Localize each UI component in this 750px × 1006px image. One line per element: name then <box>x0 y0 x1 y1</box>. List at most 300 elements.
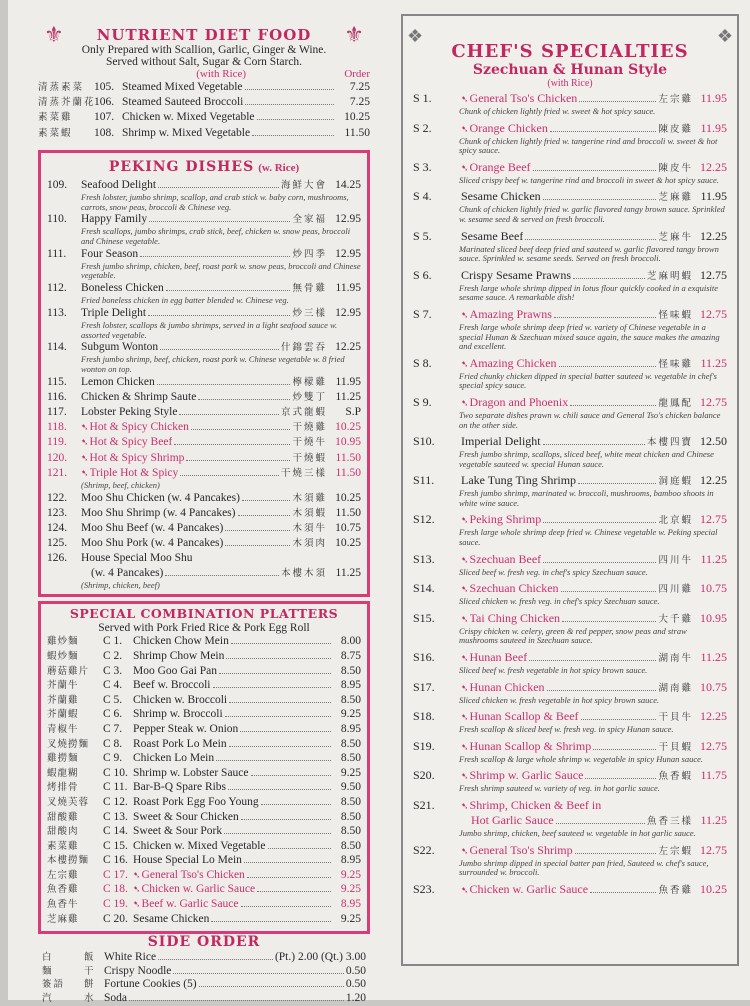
side-item <box>42 965 366 979</box>
dot-leader <box>242 492 291 501</box>
item-row <box>413 611 727 627</box>
nutrient-list <box>38 80 370 141</box>
chili-pepper-icon: ➷ <box>461 584 469 595</box>
item-code: C 15. <box>103 839 128 852</box>
menu-item <box>47 281 361 306</box>
combo-section <box>38 601 370 934</box>
item-price: (Pt.) 2.00 (Qt.) 3.00 <box>274 951 366 964</box>
item-name: Sweet & Sour Chicken <box>133 810 239 823</box>
item-price: 11.95 <box>335 375 361 388</box>
item-price: 12.50 <box>700 434 727 449</box>
item-number: 126. <box>47 552 68 565</box>
item-price: 10.25 <box>335 537 361 550</box>
item-desc: Fresh lobster, jumbo shrimp, scallop, and crab stick w. baby corn, mushrooms, carrots, snow peas, broccoli & Chinese veg. <box>81 192 349 212</box>
item-code: C 11. <box>103 781 128 794</box>
dot-leader <box>590 884 656 893</box>
item-number: S12. <box>413 512 435 527</box>
nutrient-line2: Served without Salt, Sugar & Corn Starch. <box>105 56 303 68</box>
item-number: 117. <box>47 405 67 418</box>
item-code: C 18. <box>103 883 128 896</box>
menu-item <box>47 536 361 551</box>
combo-item <box>47 781 361 796</box>
item-chinese: 干貝牛 <box>658 713 693 724</box>
item-name: General Tso's Chicken <box>141 868 245 881</box>
item-desc: Sliced chicken w. fresh vegetable in hot spicy brown sauce. <box>459 694 660 705</box>
item-name: Sweet & Sour Pork <box>133 825 223 838</box>
item-chinese: 魚香三樣 <box>646 817 693 827</box>
item-name: Triple Hot & Spicy <box>89 466 179 479</box>
item-row <box>413 268 727 284</box>
menu-item <box>47 306 361 340</box>
item-price: 12.25 <box>700 228 727 243</box>
item-chinese: 炒雙丁 <box>292 392 327 403</box>
item-price: 11.95 <box>700 189 727 204</box>
item-number: 113. <box>47 306 67 319</box>
item-number: S23. <box>413 881 435 896</box>
item-price: 10.95 <box>335 436 361 449</box>
item-chinese: 清蒸芥蘭花 <box>38 98 96 109</box>
item-chinese: 湖南牛 <box>658 654 693 665</box>
item-chinese: 素菜雞 <box>38 113 73 124</box>
item-code: C 14. <box>103 825 128 838</box>
item-desc: Crispy chicken w. celery, green & red pepper, snow peas and straw mushrooms sauteed in Szechuan sauce. <box>459 625 687 646</box>
item-number: 120. <box>47 451 68 464</box>
item-price: 10.95 <box>700 610 727 625</box>
item-price: 10.25 <box>344 111 370 124</box>
item-number: S 9. <box>413 394 432 409</box>
dot-leader <box>216 752 331 761</box>
item-name: Hot & Spicy Beef <box>89 436 173 449</box>
chili-pepper-icon: ➷ <box>133 869 141 880</box>
item-price: 8.50 <box>340 664 361 677</box>
item-name: Amazing Prawns <box>469 306 552 321</box>
chef-item <box>413 160 727 186</box>
item-desc: Fresh large whole shrimp deep fried w. variety of Chinese vegetable in a special Hunan & Szechuan mixed sauce again, the sauce makes the amazing and excellent. <box>459 321 720 352</box>
chef-with-rice: (with Rice) <box>547 78 593 89</box>
combo-item <box>47 840 361 855</box>
item-row <box>413 882 727 898</box>
side-title: SIDE ORDER <box>147 934 261 951</box>
item-price: 10.75 <box>700 581 727 596</box>
item-number: 115. <box>47 375 67 388</box>
dot-leader <box>238 507 291 516</box>
menu-item <box>38 95 370 110</box>
item-price: 8.50 <box>340 825 361 838</box>
item-code: C 16. <box>103 854 128 867</box>
item-chinese: 四川雞 <box>658 585 693 596</box>
item-price: 11.95 <box>700 120 727 135</box>
item-chinese: 龍鳳配 <box>658 398 693 409</box>
item-name: Beef w. Garlic Sauce <box>141 898 239 911</box>
dot-leader <box>578 475 656 484</box>
dot-leader <box>148 307 290 316</box>
item-chinese: 木須蝦 <box>292 508 327 519</box>
item-name: Chicken w. Garlic Sauce <box>141 883 256 896</box>
dot-leader <box>226 650 331 659</box>
dot-leader <box>180 467 279 476</box>
item-price: 0.50 <box>345 978 366 991</box>
item-chinese: 干貝蝦 <box>658 742 693 753</box>
chili-pepper-icon: ➷ <box>461 162 469 173</box>
item-chinese: 芥蘭雞 <box>47 695 79 706</box>
item-price: 10.25 <box>335 421 361 434</box>
dot-leader <box>579 93 656 102</box>
combo-item <box>47 767 361 782</box>
item-number: 109. <box>47 178 68 191</box>
item-number: 105. <box>94 81 115 93</box>
item-code: C 12. <box>103 795 128 808</box>
item-code: C 19. <box>103 898 128 911</box>
item-row <box>413 307 727 323</box>
item-chinese: 陳皮雞 <box>658 124 693 135</box>
item-row <box>47 247 361 262</box>
item-desc: Fresh scallops, jumbo shrimps, crab stick, beef, chicken w. snow peas, broccoli and Chinese vegetable. <box>81 226 351 246</box>
menu-item <box>47 506 361 521</box>
item-name: House Special Lo Mein <box>133 854 242 867</box>
chili-pepper-icon: ➷ <box>461 801 469 811</box>
dot-leader <box>241 811 331 820</box>
item-desc: Jumbo shrimp dipped in special batter pan fried, Sauteed w. chef's sauce, surrounded w. broccoli. <box>459 857 709 878</box>
item-price: 12.95 <box>335 247 361 260</box>
chili-pepper-icon: ➷ <box>81 437 89 448</box>
item-chinese: 湖南雞 <box>658 683 693 694</box>
item-desc: Fresh scallop & large whole shrimp w. vegetable in spicy Hunan sauce. <box>459 753 704 764</box>
item-price: 8.95 <box>340 854 361 867</box>
item-desc: Marinated sliced beef deep fried and sauteed w. garlic flavored tangy brown sauce. Sprinkled w. sesame seeds. Served on fresh broccoli. <box>459 243 719 264</box>
dot-leader <box>529 652 656 661</box>
item-price: 11.50 <box>335 451 361 464</box>
item-number: 118. <box>47 421 67 434</box>
item-name: Dragon and Phoenix <box>469 394 569 409</box>
item-row <box>413 121 727 137</box>
chili-pepper-icon: ➷ <box>461 613 469 624</box>
item-name: Soda <box>104 992 127 1005</box>
item-price: 11.75 <box>700 768 727 783</box>
item-name: Roast Pork Lo Mein <box>133 737 227 750</box>
combo-subtitle: Served with Pork Fried Rice & Pork Egg Roll <box>98 622 310 635</box>
item-price: 8.50 <box>340 839 361 852</box>
menu-sheet <box>8 0 750 1005</box>
combo-item <box>47 752 361 767</box>
chili-pepper-icon: ➷ <box>461 123 469 134</box>
combo-item <box>47 723 361 738</box>
item-chinese: 干燒雞 <box>292 423 327 434</box>
menu-item <box>47 491 361 506</box>
item-name-2: Hot Garlic Sauce <box>471 813 554 827</box>
chili-pepper-icon: ➷ <box>81 452 89 463</box>
item-code: C 13. <box>103 810 128 823</box>
item-code: C 10. <box>103 766 128 779</box>
item-chinese: 炒三樣 <box>292 308 327 319</box>
item-name: Beef w. Broccoli <box>133 679 211 692</box>
item-number: 108. <box>94 126 115 139</box>
dot-leader <box>186 452 290 461</box>
item-number: S20. <box>413 768 435 783</box>
chili-pepper-icon: ➷ <box>461 771 469 782</box>
item-name: Lobster Peking Style <box>81 405 178 418</box>
combo-item <box>47 635 361 650</box>
peking-section <box>38 150 370 598</box>
chef-item <box>413 552 727 578</box>
item-chinese: 素菜雞 <box>47 841 79 852</box>
dot-leader <box>224 825 331 834</box>
dot-leader <box>198 391 290 400</box>
dot-leader <box>245 81 334 90</box>
item-desc: Sliced beef w. fresh veg. in chef's spicy Szechuan sauce. <box>459 566 648 577</box>
item-desc: Fresh jumbo shrimp, chicken, beef, roast pork w. snow peas, broccoli and Chinese vegetable. <box>81 260 361 281</box>
item-name: Hot & Spicy Shrimp <box>89 451 185 464</box>
chef-item <box>413 680 727 706</box>
item-price: 8.00 <box>340 635 361 648</box>
item-chinese: 怪味蝦 <box>658 310 693 321</box>
item-chinese: 京式龍蝦 <box>280 407 327 418</box>
item-price: 12.95 <box>335 213 361 226</box>
dot-leader <box>575 845 657 854</box>
dot-leader <box>268 840 331 849</box>
item-price: 8.95 <box>340 722 361 735</box>
dot-leader <box>573 270 645 279</box>
item-row <box>47 212 361 227</box>
left-column <box>38 22 370 1006</box>
menu-item <box>47 451 361 466</box>
item-number: S22. <box>413 842 435 857</box>
item-row <box>413 512 727 528</box>
item-chinese: 烤排骨 <box>47 783 79 794</box>
menu-item <box>47 466 361 491</box>
item-chinese: 北京蝦 <box>658 516 693 527</box>
item-desc: Sliced crispy beef w. tangerine rind and broccoli in sweet & hot spicy sauce. <box>459 174 719 185</box>
item-row <box>47 390 361 405</box>
item-desc: (Shrimp, chicken, beef) <box>81 579 160 590</box>
chili-pepper-icon: ➷ <box>133 899 141 910</box>
item-desc: Jumbo shrimp, chicken, beef sauteed w. vegetable in hot garlic sauce. <box>459 828 696 838</box>
item-number: S 6. <box>413 267 432 282</box>
item-price: 7.25 <box>349 81 370 93</box>
corner-ornament-icon: ❖ <box>716 26 733 46</box>
chef-item <box>413 189 727 224</box>
item-chinese: 芥蘭牛 <box>47 681 79 692</box>
dot-leader <box>157 376 291 385</box>
item-name: Imperial Delight <box>461 434 541 449</box>
item-name: Moo Shu Pork (w. 4 Pancakes) <box>81 537 224 550</box>
item-desc: Sliced chicken w. fresh veg. in chef's spicy Szechuan sauce. <box>459 596 660 607</box>
dot-leader <box>244 854 331 863</box>
item-price: 12.25 <box>700 709 727 724</box>
combo-item <box>47 694 361 709</box>
item-desc: Fried chunky chicken dipped in special batter sauteed w. vegetable in chef's special spicy sauce. <box>459 370 717 391</box>
item-name: Shrimp w. Lobster Sauce <box>133 766 249 779</box>
item-number: 112. <box>47 281 67 294</box>
dot-leader <box>173 965 343 974</box>
item-chinese: 芝麻明蝦 <box>646 271 693 282</box>
item-name: Shrimp w. Garlic Sauce <box>469 768 584 783</box>
item-row <box>47 178 361 193</box>
chef-item <box>413 739 727 765</box>
item-row <box>47 405 361 420</box>
nutrient-section <box>38 22 370 141</box>
dot-leader <box>225 537 290 546</box>
item-name: Fortune Cookies (5) <box>104 978 197 991</box>
item-name: General Tso's Chicken <box>469 91 578 105</box>
item-name: Moo Goo Gai Pan <box>133 664 218 677</box>
item-code: C 17. <box>103 868 128 881</box>
item-chinese: 清蒸素菜 <box>38 83 85 93</box>
item-price: 10.25 <box>700 881 727 896</box>
item-name: Moo Shu Shrimp (w. 4 Pancakes) <box>81 506 236 519</box>
item-name: Hunan Beef <box>469 650 528 665</box>
combo-item <box>47 883 361 898</box>
item-number: 121. <box>47 466 68 479</box>
item-name: Boneless Chicken <box>81 281 164 294</box>
peking-title: PEKING DISHES <box>108 158 255 175</box>
item-price: 12.95 <box>335 306 361 319</box>
chili-pepper-icon: ➷ <box>133 884 141 895</box>
dot-leader <box>533 162 657 171</box>
house-special-item <box>47 551 361 590</box>
item-chinese: 大千雞 <box>658 614 693 625</box>
item-number: S 7. <box>413 306 432 321</box>
item-price: 11.50 <box>344 126 370 139</box>
chef-item <box>413 229 727 264</box>
side-list <box>42 951 366 1005</box>
item-price: 12.75 <box>700 394 727 409</box>
combo-item <box>47 665 361 680</box>
chef-title: CHEF'S SPECIALTIES <box>451 41 689 62</box>
item-chinese: 陳皮牛 <box>658 163 693 174</box>
chili-pepper-icon: ➷ <box>461 397 469 408</box>
item-name: Chicken w. Broccoli <box>133 693 228 706</box>
item-desc: Fresh large whole shrimp deep fried w. Chinese vegetable w. Peking special sauce. <box>459 527 718 548</box>
dot-leader <box>257 883 331 892</box>
item-name: Moo Shu Chicken (w. 4 Pancakes) <box>81 491 240 504</box>
item-name: Sesame Chicken <box>133 912 210 925</box>
dot-leader <box>231 635 331 644</box>
item-number: S19. <box>413 738 435 753</box>
chef-item <box>413 356 727 391</box>
item-chinese: 蘑菇雞片 <box>47 666 90 677</box>
item-row <box>47 340 361 355</box>
item-desc: Fresh jumbo shrimp, scallops, sliced beef, white meat chicken and Chinese vegetable sauteed w. special Hunan sauce. <box>459 449 714 469</box>
menu-item <box>47 212 361 246</box>
item-row <box>47 306 361 321</box>
item-name: Shrimp w. Mixed Vegetable <box>122 126 251 139</box>
chef-item <box>413 798 727 839</box>
item-name: Lake Tung Ting Shrimp <box>461 473 577 488</box>
item-chinese: 素菜蝦 <box>38 128 73 139</box>
dot-leader <box>149 213 290 222</box>
item-name: House Special Moo Shu <box>81 552 193 565</box>
corner-ornament-icon: ❖ <box>407 26 424 46</box>
combo-item <box>47 708 361 723</box>
menu-item <box>47 340 361 374</box>
item-chinese-2: 干 <box>84 966 96 977</box>
item-name: Chicken w. Garlic Sauce <box>469 881 589 896</box>
dot-leader <box>179 406 279 415</box>
item-price: 11.25 <box>700 355 727 370</box>
item-number: S15. <box>413 610 435 625</box>
item-price: 12.75 <box>700 738 727 753</box>
item-name: Hunan Scallop & Shrimp <box>469 738 592 753</box>
item-chinese: 左宗雞 <box>47 870 79 881</box>
item-chinese: 簽語 <box>42 980 66 991</box>
dot-leader <box>225 522 290 531</box>
item-number: S14. <box>413 581 435 596</box>
item-price: 10.75 <box>700 679 727 694</box>
item-name: Chicken w. Mixed Vegetable <box>133 839 266 852</box>
dot-leader <box>543 436 645 445</box>
item-name: Lemon Chicken <box>81 375 155 388</box>
dot-leader <box>570 397 656 406</box>
dot-leader <box>251 767 331 776</box>
item-price: 12.75 <box>700 267 727 282</box>
item-row <box>413 680 727 696</box>
nutrient-line1: Only Prepared with Scallion, Garlic, Ginger & Wine. <box>81 44 327 56</box>
dot-leader <box>550 123 657 132</box>
dot-leader <box>554 309 657 318</box>
dot-leader <box>252 127 334 136</box>
item-price: 11.95 <box>700 91 727 105</box>
menu-item <box>47 375 361 390</box>
item-price: 10.75 <box>335 521 361 534</box>
fleur-right-icon: ⚜ <box>344 22 364 47</box>
item-chinese: 本樓四寶 <box>646 438 693 449</box>
item-chinese: 芝麻雞 <box>658 193 693 204</box>
combo-item <box>47 650 361 665</box>
item-row <box>413 739 727 755</box>
item-name: Amazing Chicken <box>469 355 557 370</box>
item-name: Happy Family <box>81 213 148 226</box>
item-row <box>47 521 361 536</box>
item-code: C 4. <box>103 679 123 692</box>
item-code: C 8. <box>103 737 123 750</box>
item-name: Orange Beef <box>469 159 531 174</box>
peking-list <box>47 178 361 552</box>
item-name: Orange Chicken <box>469 120 548 135</box>
menu-item <box>38 110 370 125</box>
item-chinese: 甜酸肉 <box>47 827 79 838</box>
item-number: 106. <box>94 96 115 109</box>
chili-pepper-icon: ➷ <box>461 358 469 369</box>
item-chinese: 檸檬雞 <box>292 377 327 388</box>
item-name: Hot & Spicy Chicken <box>89 421 189 434</box>
chef-specialties-panel <box>401 14 739 966</box>
item-row <box>413 798 727 813</box>
combo-item <box>47 825 361 840</box>
item-row <box>413 709 727 725</box>
combo-item <box>47 854 361 869</box>
item-chinese: 海鮮大會 <box>280 180 327 191</box>
item-number: S 2. <box>413 120 432 135</box>
item-number: 114. <box>47 341 67 354</box>
item-price: 9.25 <box>340 912 361 925</box>
item-number: S13. <box>413 551 435 566</box>
item-price: 12.25 <box>335 341 361 354</box>
nutrient-with-rice: (with Rice) <box>196 68 247 80</box>
item-number: S 4. <box>413 189 432 204</box>
item-name: Subgum Wonton <box>81 341 159 354</box>
chef-item <box>413 611 727 646</box>
item-price: 8.95 <box>340 679 361 692</box>
combo-item <box>47 679 361 694</box>
item-chinese: 汽 <box>42 994 54 1005</box>
item-desc: Fresh jumbo shrimp, beef, chicken, roast pork w. Chinese vegetable w. 8 fried wonton on top. <box>81 354 345 374</box>
item-row-2 <box>413 813 727 829</box>
item-name: Peking Shrimp <box>469 512 542 527</box>
item-row <box>413 843 727 859</box>
item-name: Chicken Chow Mein <box>133 635 229 648</box>
item-desc: Fresh scallop & sliced beef w. fresh veg. in spicy Hunan sauce. <box>459 724 674 735</box>
nutrient-title: NUTRIENT DIET FOOD <box>96 26 312 44</box>
